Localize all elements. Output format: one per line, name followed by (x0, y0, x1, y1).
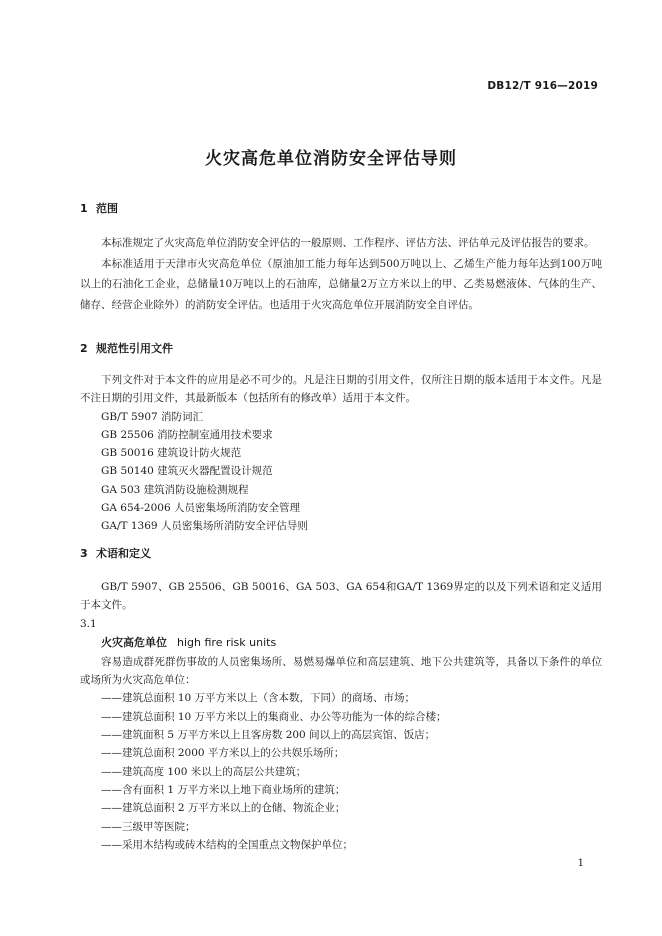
section-1-heading (80, 200, 602, 216)
section-title: 规范性引用文件 (96, 342, 173, 355)
reference-item: GB 50016 建筑设计防火规范 (101, 447, 242, 460)
section-3-heading (80, 545, 602, 561)
reference-item: GB 25506 消防控制室通用技术要求 (101, 428, 273, 441)
section-title: 术语和定义 (96, 547, 151, 560)
reference-list (80, 408, 602, 536)
page-number: 1 (577, 858, 584, 869)
reference-item: GB/T 5907 消防词汇 (101, 410, 204, 423)
criteria-item: ——建筑面积 5 万平方米以上且客房数 200 间以上的高层宾馆、饭店； (101, 729, 436, 742)
reference-item: GA 503 建筑消防设施检测规程 (101, 483, 249, 496)
term-chinese: 火灾高危单位 (101, 635, 167, 649)
section-1-body (80, 233, 602, 315)
criteria-item: ——建筑总面积 2000 平方米以上的公共娱乐场所； (101, 747, 345, 760)
criteria-list (80, 689, 602, 854)
section-number: 3 (80, 547, 88, 560)
scope-paragraph-1: 本标准规定了火灾高危单位消防安全评估的一般原则、工作程序、评估方法、评估单元及评估报告的要求。 (101, 237, 595, 249)
section-title: 范围 (96, 202, 118, 215)
criteria-item: ——建筑高度 100 米以上的高层公共建筑； (101, 765, 307, 778)
document-title: 火灾高危单位消防安全评估导则 (205, 149, 457, 169)
reference-item: GA/T 1369 人员密集场所消防安全评估导则 (101, 520, 308, 533)
section-2-body (80, 371, 602, 536)
criteria-item: ——三级甲等医院； (101, 820, 196, 833)
section-3-body (80, 578, 602, 854)
criteria-item: ——建筑总面积 10 万平方米以上的集商业、办公等功能为一体的综合楼； (101, 710, 447, 723)
reference-item: GA 654-2006 人员密集场所消防安全管理 (101, 502, 300, 515)
reference-item: GB 50140 建筑灭火器配置设计规范 (101, 465, 273, 478)
criteria-item: ——建筑总面积 10 万平方米以上（含本数，下同）的商场、市场； (101, 692, 416, 705)
criteria-item: ——建筑总面积 2 万平方米以上的仓储、物流企业； (101, 802, 346, 815)
term-number: 3.1 (80, 617, 97, 630)
term-title (80, 633, 602, 653)
normative-intro: 下列文件对于本文件的应用是必不可少的。凡是注日期的引用文件，仅所注日期的版本适用于本文件。凡是不注日期的引用文件，其最新版本（包括所有的修改单）适用于本文件。 (80, 374, 602, 405)
scope-paragraph-2: 本标准适用于天津市火灾高危单位（原油加工能力每年达到500万吨以上、乙烯生产能力每年达到100万吨以上的石油化工企业，总储量10万吨以上的石油库，总储量2万立方米以上的甲、乙类易燃液体、气体的生产、储存、经营企业除外）的消防安全评估。也适用于火灾高危单位开展消防安全自评估。 (80, 257, 602, 311)
criteria-item: ——采用木结构或砖木结构的全国重点文物保护单位； (101, 838, 353, 851)
section-2-heading (80, 340, 602, 356)
criteria-item: ——含有面积 1 万平方米以上地下商业场所的建筑； (101, 783, 346, 796)
term-english: high fire risk units (177, 635, 277, 649)
section-number: 1 (80, 202, 88, 215)
standard-code: DB12/T 916—2019 (487, 80, 598, 92)
term-definition: 容易造成群死群伤事故的人员密集场所、易燃易爆单位和高层建筑、地下公共建筑等，具备以下条件的单位或场所为火灾高危单位： (80, 655, 602, 687)
terms-intro: GB/T 5907、GB 25506、GB 50016、GA 503、GA 654和GA/T 1369界定的以及下列术语和定义适用于本文件。 (80, 581, 602, 612)
section-number: 2 (80, 342, 88, 355)
